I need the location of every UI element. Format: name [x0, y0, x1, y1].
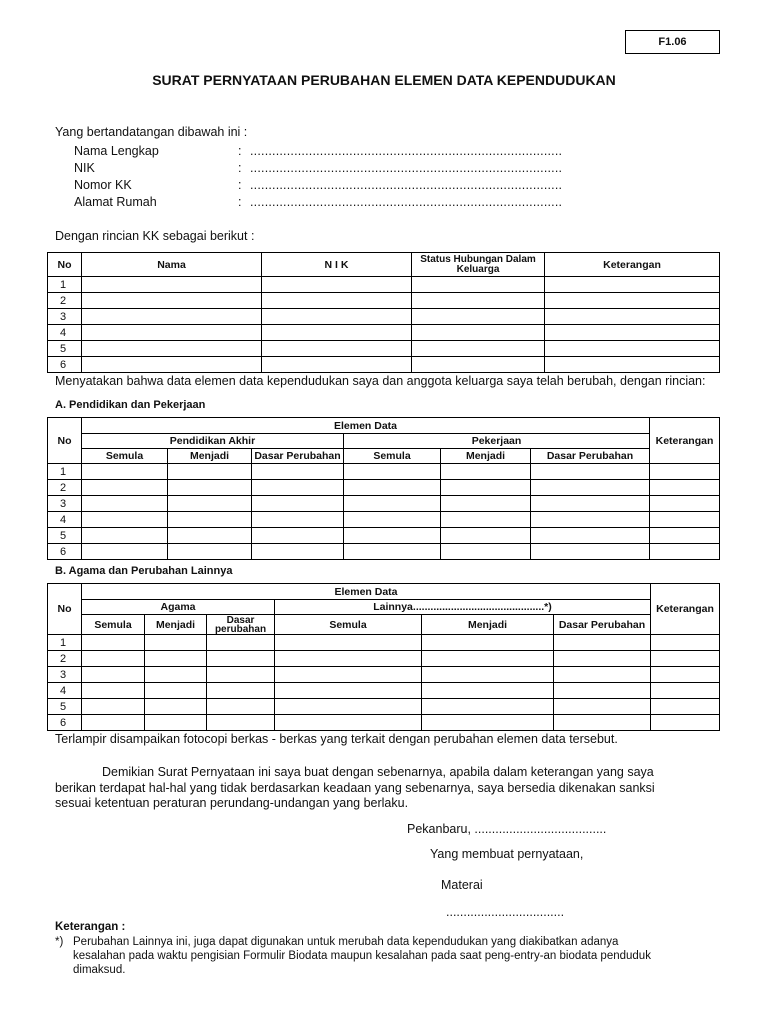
table-cell[interactable]	[252, 496, 344, 512]
table-cell[interactable]	[422, 651, 554, 667]
table-cell[interactable]	[82, 667, 145, 683]
table-row	[48, 293, 720, 309]
table-row	[48, 715, 720, 731]
table-row	[48, 309, 720, 325]
table-cell[interactable]	[545, 357, 720, 373]
table-cell[interactable]	[145, 715, 207, 731]
row-number: 6	[48, 715, 82, 731]
table-cell[interactable]	[262, 325, 412, 341]
table-cell[interactable]	[531, 544, 650, 560]
table-row	[48, 528, 720, 544]
table-cell[interactable]	[650, 528, 720, 544]
table-cell[interactable]	[82, 651, 145, 667]
table-cell[interactable]	[344, 512, 441, 528]
table-cell[interactable]	[554, 683, 651, 699]
statement-text: Menyatakan bahwa data elemen data kependudukan saya dan anggota keluarga saya telah berubah, dengan rincian:	[55, 374, 706, 388]
field-input-alamat[interactable]: .....................................................................................	[250, 195, 563, 209]
table-cell[interactable]	[650, 512, 720, 528]
table-cell[interactable]	[650, 464, 720, 480]
table-cell[interactable]	[441, 512, 531, 528]
table-cell[interactable]	[262, 309, 412, 325]
closing-line-3: sesuai ketentuan peraturan perundang-undangan yang berlaku.	[55, 796, 409, 810]
section-b-header-lainnya[interactable]: Lainnya.............................................*)	[275, 600, 651, 615]
field-colon: :	[238, 161, 242, 175]
table-cell[interactable]	[145, 635, 207, 651]
table-row	[48, 635, 720, 651]
table-cell[interactable]	[275, 635, 422, 651]
row-number: 6	[48, 357, 82, 373]
table-cell[interactable]	[545, 277, 720, 293]
table-cell[interactable]	[82, 480, 168, 496]
row-number: 4	[48, 683, 82, 699]
row-number: 1	[48, 635, 82, 651]
section-a-sub-menjadi: Menjadi	[168, 449, 252, 464]
table-cell[interactable]	[82, 325, 262, 341]
table-cell[interactable]	[168, 544, 252, 560]
table-cell[interactable]	[650, 496, 720, 512]
field-input-nik[interactable]: .....................................................................................	[250, 161, 563, 175]
table-cell[interactable]	[82, 309, 262, 325]
row-number: 2	[48, 480, 82, 496]
table-cell[interactable]	[554, 651, 651, 667]
table-cell[interactable]	[252, 528, 344, 544]
place-date[interactable]: Pekanbaru, ......................................	[407, 822, 607, 836]
table-cell[interactable]	[441, 464, 531, 480]
table-cell[interactable]	[545, 309, 720, 325]
table-cell[interactable]	[412, 341, 545, 357]
section-b-header-no: No	[48, 584, 82, 635]
notes-title: Keterangan :	[55, 921, 126, 933]
section-b-sub-dasar: Dasar perubahan	[207, 615, 275, 635]
section-b-table	[47, 583, 720, 731]
page-title: SURAT PERNYATAAN PERUBAHAN ELEMEN DATA KEPENDUDUKAN	[152, 72, 616, 88]
table-cell[interactable]	[168, 528, 252, 544]
table-cell[interactable]	[650, 544, 720, 560]
section-b-title: B. Agama dan Perubahan Lainnya	[55, 565, 233, 577]
table-cell[interactable]	[145, 683, 207, 699]
row-number: 5	[48, 699, 82, 715]
table-cell[interactable]	[82, 512, 168, 528]
table-cell[interactable]	[554, 715, 651, 731]
row-number: 2	[48, 293, 82, 309]
closing-line-1: Demikian Surat Pernyataan ini saya buat dengan sebenarnya, apabila dalam keterangan yang saya	[102, 765, 654, 779]
table-row	[48, 544, 720, 560]
table-cell[interactable]	[207, 651, 275, 667]
section-a-sub-semula: Semula	[344, 449, 441, 464]
table-cell[interactable]	[262, 293, 412, 309]
table-cell[interactable]	[262, 277, 412, 293]
signature-line[interactable]: ..................................	[446, 905, 565, 919]
table-cell[interactable]	[82, 635, 145, 651]
table-cell[interactable]	[441, 480, 531, 496]
table-cell[interactable]	[145, 651, 207, 667]
row-number: 1	[48, 464, 82, 480]
table-cell[interactable]	[262, 341, 412, 357]
table-cell[interactable]	[82, 341, 262, 357]
table-cell[interactable]	[82, 683, 145, 699]
section-b-sub-semula: Semula	[275, 615, 422, 635]
table-cell[interactable]	[422, 699, 554, 715]
kk-intro-text: Dengan rincian KK sebagai berikut :	[55, 229, 255, 243]
table-cell[interactable]	[82, 464, 168, 480]
row-number: 1	[48, 277, 82, 293]
table-row	[48, 341, 720, 357]
field-input-nomor-kk[interactable]: .....................................................................................	[250, 178, 563, 192]
table-cell[interactable]	[82, 293, 262, 309]
section-a-header-elemen: Elemen Data	[82, 418, 650, 434]
section-b-sub-menjadi: Menjadi	[422, 615, 554, 635]
table-cell[interactable]	[207, 635, 275, 651]
table-row	[48, 277, 720, 293]
table-cell[interactable]	[207, 715, 275, 731]
table-cell[interactable]	[650, 480, 720, 496]
table-cell[interactable]	[82, 496, 168, 512]
section-b-sub-dasar: Dasar Perubahan	[554, 615, 651, 635]
table-cell[interactable]	[545, 293, 720, 309]
table-cell[interactable]	[441, 544, 531, 560]
table-cell[interactable]	[531, 528, 650, 544]
table-cell[interactable]	[441, 496, 531, 512]
section-a-sub-dasar: Dasar Perubahan	[531, 449, 650, 464]
intro-text: Yang bertandatangan dibawah ini :	[55, 125, 248, 139]
table-cell[interactable]	[651, 699, 720, 715]
section-a-sub-semula: Semula	[82, 449, 168, 464]
section-b-sub-semula: Semula	[82, 615, 145, 635]
maker-label: Yang membuat pernyataan,	[430, 847, 584, 861]
section-a-sub-menjadi: Menjadi	[441, 449, 531, 464]
materai-label: Materai	[441, 878, 483, 892]
table-cell[interactable]	[82, 357, 262, 373]
field-label-nik: NIK	[74, 161, 95, 175]
field-colon: :	[238, 144, 242, 158]
form-code-box: F1.06	[625, 30, 720, 54]
table-cell[interactable]	[554, 699, 651, 715]
table-cell[interactable]	[344, 464, 441, 480]
table-cell[interactable]	[82, 715, 145, 731]
table-row	[48, 357, 720, 373]
table-cell[interactable]	[275, 667, 422, 683]
table-row	[48, 325, 720, 341]
kk-table	[47, 252, 720, 373]
table-row	[48, 651, 720, 667]
kk-header-nik: N I K	[262, 253, 412, 277]
table-cell[interactable]	[651, 651, 720, 667]
table-cell[interactable]	[252, 464, 344, 480]
section-a-title: A. Pendidikan dan Pekerjaan	[55, 399, 206, 411]
table-cell[interactable]	[344, 480, 441, 496]
table-cell[interactable]	[422, 635, 554, 651]
table-row	[48, 480, 720, 496]
table-cell[interactable]	[344, 496, 441, 512]
notes-marker: *)	[55, 936, 64, 948]
table-cell[interactable]	[252, 512, 344, 528]
table-row	[48, 683, 720, 699]
field-input-nama[interactable]: .....................................................................................	[250, 144, 563, 158]
kk-header-status: Status Hubungan Dalam Keluarga	[412, 253, 545, 277]
section-a-header-keterangan: Keterangan	[650, 418, 720, 464]
table-cell[interactable]	[422, 715, 554, 731]
table-cell[interactable]	[168, 496, 252, 512]
table-cell[interactable]	[168, 512, 252, 528]
table-cell[interactable]	[207, 699, 275, 715]
table-row	[48, 699, 720, 715]
table-cell[interactable]	[651, 715, 720, 731]
table-cell[interactable]	[545, 341, 720, 357]
row-number: 4	[48, 325, 82, 341]
table-cell[interactable]	[145, 699, 207, 715]
table-cell[interactable]	[412, 325, 545, 341]
section-a-sub-dasar: Dasar Perubahan	[252, 449, 344, 464]
table-cell[interactable]	[531, 496, 650, 512]
table-cell[interactable]	[82, 277, 262, 293]
table-cell[interactable]	[207, 683, 275, 699]
row-number: 3	[48, 667, 82, 683]
table-row	[48, 464, 720, 480]
field-label-nama: Nama Lengkap	[74, 144, 159, 158]
notes-line-3: dimaksud.	[73, 964, 126, 976]
table-cell[interactable]	[275, 651, 422, 667]
table-cell[interactable]	[412, 293, 545, 309]
table-cell[interactable]	[651, 635, 720, 651]
section-b-sub-menjadi: Menjadi	[145, 615, 207, 635]
table-row	[48, 667, 720, 683]
table-cell[interactable]	[651, 667, 720, 683]
table-cell[interactable]	[531, 480, 650, 496]
closing-line-2: berikan terdapat hal-hal yang tidak berdasarkan keadaan yang sebenarnya, saya bersedia dikenakan sanksi	[55, 781, 655, 795]
notes-line-1: Perubahan Lainnya ini, juga dapat digunakan untuk merubah data kependudukan yang diakibatkan adanya	[73, 936, 619, 948]
field-colon: :	[238, 178, 242, 192]
table-cell[interactable]	[82, 699, 145, 715]
row-number: 5	[48, 341, 82, 357]
field-colon: :	[238, 195, 242, 209]
kk-header-no: No	[48, 253, 82, 277]
section-b-header-keterangan: Keterangan	[651, 584, 720, 635]
table-cell[interactable]	[145, 667, 207, 683]
table-cell[interactable]	[275, 699, 422, 715]
table-row	[48, 496, 720, 512]
kk-header-keterangan: Keterangan	[545, 253, 720, 277]
table-cell[interactable]	[82, 544, 168, 560]
table-cell[interactable]	[344, 528, 441, 544]
section-a-table	[47, 417, 720, 560]
table-cell[interactable]	[651, 683, 720, 699]
table-cell[interactable]	[422, 667, 554, 683]
row-number: 3	[48, 496, 82, 512]
row-number: 4	[48, 512, 82, 528]
table-cell[interactable]	[252, 480, 344, 496]
table-cell[interactable]	[262, 357, 412, 373]
table-cell[interactable]	[545, 325, 720, 341]
table-cell[interactable]	[412, 357, 545, 373]
attachment-text: Terlampir disampaikan fotocopi berkas - berkas yang terkait dengan perubahan elemen data tersebut.	[55, 732, 618, 746]
table-cell[interactable]	[412, 277, 545, 293]
table-cell[interactable]	[168, 464, 252, 480]
table-cell[interactable]	[531, 464, 650, 480]
row-number: 3	[48, 309, 82, 325]
table-cell[interactable]	[412, 309, 545, 325]
table-cell[interactable]	[531, 512, 650, 528]
notes-line-2: kesalahan pada waktu pengisian Formulir Biodata maupun kesalahan pada saat peng-entry-an biodata penduduk	[73, 950, 651, 962]
table-cell[interactable]	[422, 683, 554, 699]
table-row	[48, 512, 720, 528]
table-cell[interactable]	[252, 544, 344, 560]
field-label-nomor-kk: Nomor KK	[74, 178, 132, 192]
field-label-alamat: Alamat Rumah	[74, 195, 157, 209]
row-number: 6	[48, 544, 82, 560]
kk-header-nama: Nama	[82, 253, 262, 277]
row-number: 2	[48, 651, 82, 667]
table-cell[interactable]	[554, 667, 651, 683]
table-cell[interactable]	[275, 683, 422, 699]
table-cell[interactable]	[554, 635, 651, 651]
table-cell[interactable]	[82, 528, 168, 544]
section-b-header-agama: Agama	[82, 600, 275, 615]
section-a-header-pekerjaan: Pekerjaan	[344, 434, 650, 449]
row-number: 5	[48, 528, 82, 544]
table-cell[interactable]	[441, 528, 531, 544]
table-cell[interactable]	[168, 480, 252, 496]
section-b-header-elemen: Elemen Data	[82, 584, 651, 600]
table-cell[interactable]	[344, 544, 441, 560]
section-a-header-pendidikan: Pendidikan Akhir	[82, 434, 344, 449]
table-cell[interactable]	[207, 667, 275, 683]
section-a-header-no: No	[48, 418, 82, 464]
table-cell[interactable]	[275, 715, 422, 731]
